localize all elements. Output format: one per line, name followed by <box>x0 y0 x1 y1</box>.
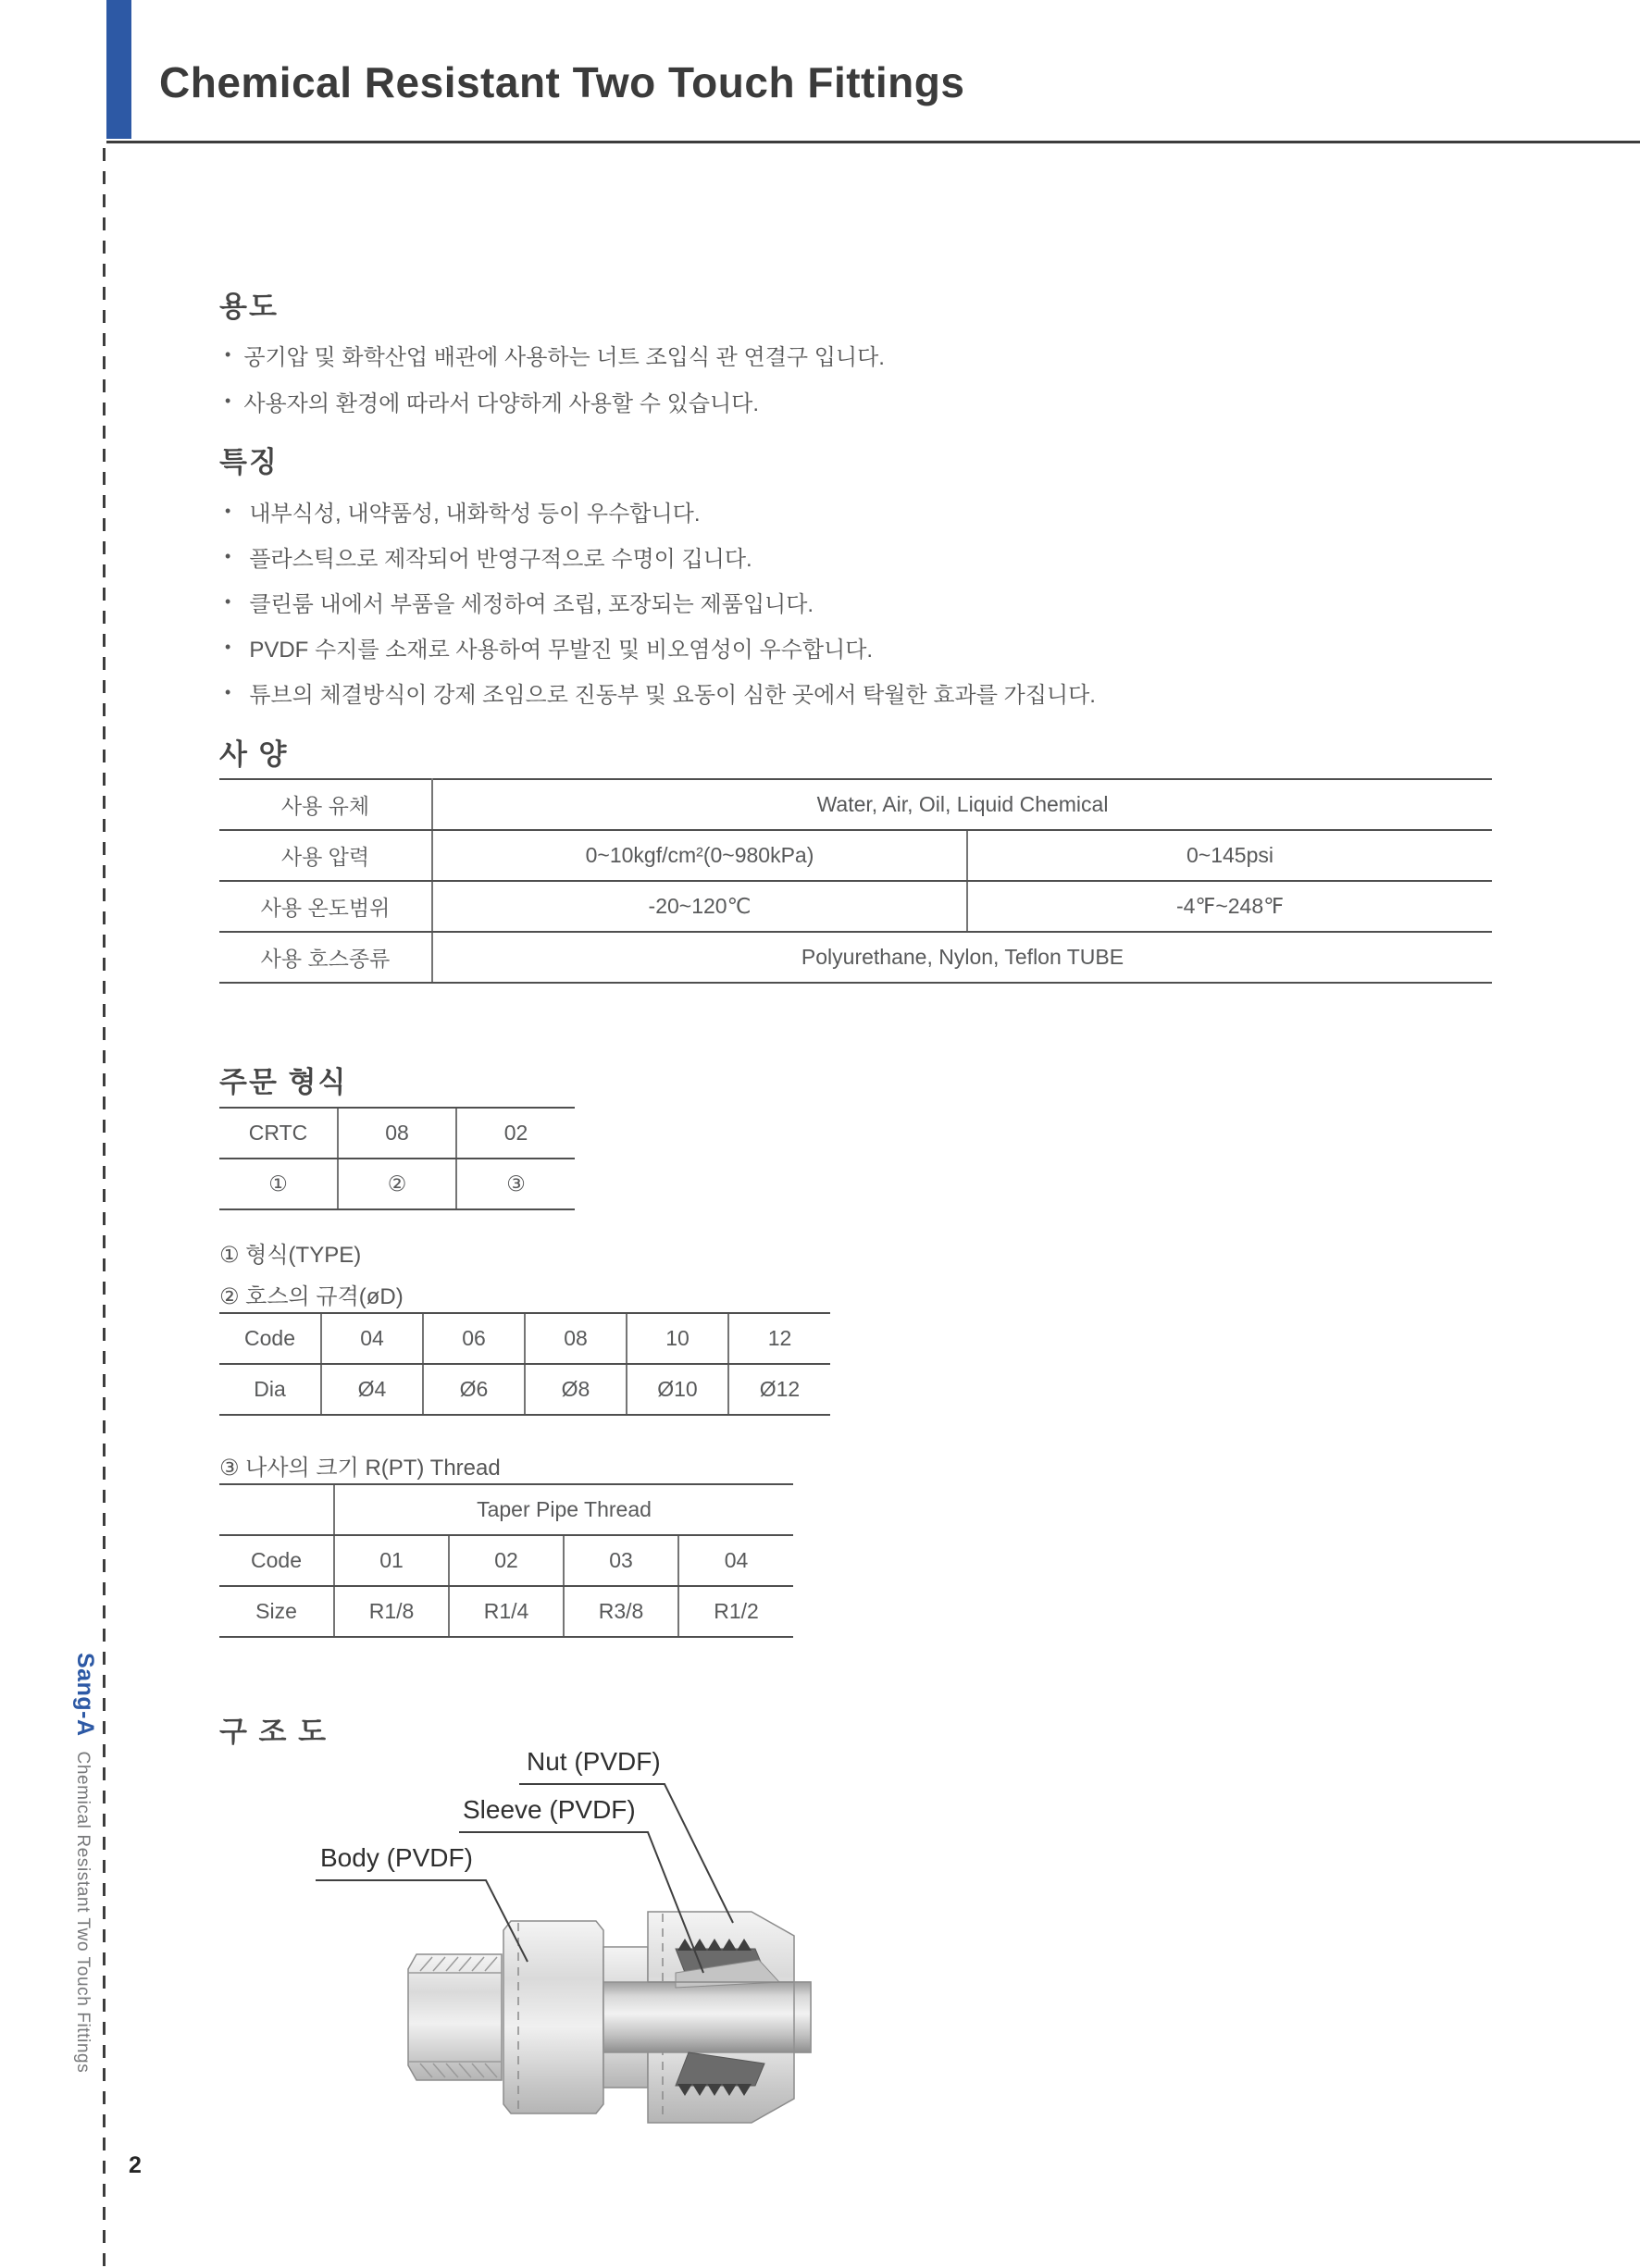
spec-label-pressure: 사용 압력 <box>219 830 432 881</box>
hose-dia: Ø4 <box>321 1364 423 1415</box>
spec-value-pressure-metric: 0~10kgf/cm²(0~980kPa) <box>432 830 967 881</box>
list-item-text: 튜브의 체결방식이 강제 조임으로 진동부 및 요동이 심한 곳에서 탁월한 효과를 가집니다. <box>249 683 1096 708</box>
hose-code-label: Code <box>219 1313 321 1364</box>
spec-value-hose: Polyurethane, Nylon, Teflon TUBE <box>432 932 1492 983</box>
thread-size-label: Size <box>219 1586 334 1637</box>
usage-bullet-list <box>225 331 885 424</box>
table-row <box>219 1313 830 1364</box>
order-ref-1: ① <box>219 1159 338 1209</box>
hose-code: 12 <box>728 1313 830 1364</box>
sidebar-vertical-text <box>71 1653 98 2073</box>
nut-label: Nut (PVDF) <box>527 1747 661 1776</box>
accent-bar <box>106 0 131 139</box>
list-item <box>225 534 1096 579</box>
bullet-icon: • <box>225 683 231 701</box>
order-code-hose: 08 <box>338 1108 456 1159</box>
bullet-icon: • <box>225 390 231 410</box>
order-note-type: ① 형식(TYPE) <box>219 1243 362 1268</box>
body-label: Body (PVDF) <box>320 1843 473 1872</box>
order-note-thread: ③ 나사의 크기 R(PT) Thread <box>219 1456 501 1481</box>
hex-body-shape <box>503 1921 603 2113</box>
section-heading-usage: 용도 <box>219 291 279 323</box>
page-title: Chemical Resistant Two Touch Fittings <box>159 58 965 106</box>
hose-code: 10 <box>627 1313 728 1364</box>
bullet-icon: • <box>225 592 231 611</box>
hose-dia: Ø8 <box>525 1364 627 1415</box>
list-item-text: 클린룸 내에서 부품을 세정하여 조립, 포장되는 제품입니다. <box>249 592 814 617</box>
spec-value-temperature-metric: -20~120℃ <box>432 881 967 932</box>
thread-size: R1/2 <box>678 1586 793 1637</box>
inner-tube-shape <box>603 1982 811 2052</box>
thread-size: R1/4 <box>449 1586 564 1637</box>
list-item <box>225 579 1096 625</box>
table-row <box>219 1159 575 1209</box>
section-heading-features: 특징 <box>219 446 279 478</box>
hose-dia: Ø6 <box>423 1364 525 1415</box>
hose-size-table <box>219 1312 830 1416</box>
thread-code-label: Code <box>219 1535 334 1586</box>
thread-code: 01 <box>334 1535 449 1586</box>
section-heading-spec: 사 양 <box>219 738 289 771</box>
list-item-text: 내부식성, 내약품성, 내화학성 등이 우수합니다. <box>249 502 701 527</box>
spec-label-fluid: 사용 유체 <box>219 779 432 830</box>
list-item-text: 플라스틱으로 제작되어 반영구적으로 수명이 깁니다. <box>249 547 752 572</box>
section-heading-order: 주문 형식 <box>219 1066 348 1098</box>
table-row <box>219 1364 830 1415</box>
list-item <box>225 625 1096 670</box>
body-leader-line <box>316 1880 528 1962</box>
order-ref-3: ③ <box>456 1159 575 1209</box>
bullet-icon: • <box>225 502 231 520</box>
order-code-table <box>219 1107 575 1210</box>
table-row <box>219 830 1492 881</box>
spec-table <box>219 778 1492 984</box>
table-row <box>219 1586 793 1637</box>
list-item-text: PVDF 수지를 소재로 사용하여 무발진 및 비오염성이 우수합니다. <box>249 638 874 663</box>
hose-code: 04 <box>321 1313 423 1364</box>
list-item <box>225 670 1096 715</box>
thread-size: R3/8 <box>564 1586 678 1637</box>
spec-label-hose: 사용 호스종류 <box>219 932 432 983</box>
sidebar-subtitle: Chemical Resistant Two Touch Fittings <box>73 1751 93 2074</box>
table-row <box>219 1484 793 1535</box>
page-number: 2 <box>129 2152 142 2178</box>
title-divider <box>106 141 1640 143</box>
order-code-type: CRTC <box>219 1108 338 1159</box>
hose-dia: Ø10 <box>627 1364 728 1415</box>
thread-code: 02 <box>449 1535 564 1586</box>
threaded-end-shape <box>408 1954 502 2080</box>
thread-size-table <box>219 1483 793 1638</box>
table-row <box>219 881 1492 932</box>
spec-value-pressure-imperial: 0~145psi <box>967 830 1492 881</box>
table-row <box>219 1108 575 1159</box>
features-bullet-list <box>225 489 1096 715</box>
bullet-icon: • <box>225 638 231 656</box>
bullet-icon: • <box>225 344 231 364</box>
order-code-thread: 02 <box>456 1108 575 1159</box>
hose-dia: Ø12 <box>728 1364 830 1415</box>
table-row <box>219 932 1492 983</box>
list-item-text: 사용자의 환경에 따라서 다양하게 사용할 수 있습니다. <box>243 390 760 416</box>
order-note-hose: ② 호스의 규격(øD) <box>219 1284 404 1309</box>
sleeve-label: Sleeve (PVDF) <box>463 1795 636 1824</box>
list-item <box>225 378 885 424</box>
brand-logo-text: Sang-A <box>72 1653 98 1737</box>
list-item <box>225 331 885 378</box>
list-item <box>225 489 1096 534</box>
spec-value-temperature-imperial: -4℉~248℉ <box>967 881 1492 932</box>
hose-code: 06 <box>423 1313 525 1364</box>
thread-size: R1/8 <box>334 1586 449 1637</box>
thread-header: Taper Pipe Thread <box>334 1484 793 1535</box>
spec-label-temperature: 사용 온도범위 <box>219 881 432 932</box>
table-row <box>219 1535 793 1586</box>
bullet-icon: • <box>225 547 231 565</box>
order-ref-2: ② <box>338 1159 456 1209</box>
section-heading-structure: 구 조 도 <box>219 1716 329 1748</box>
table-row <box>219 779 1492 830</box>
thread-corner-cell <box>219 1484 334 1535</box>
thread-code: 03 <box>564 1535 678 1586</box>
hose-dia-label: Dia <box>219 1364 321 1415</box>
tube-outlet-shape <box>794 1982 811 2052</box>
hose-code: 08 <box>525 1313 627 1364</box>
list-item-text: 공기압 및 화학산업 배관에 사용하는 너트 조입식 관 연결구 입니다. <box>243 344 885 370</box>
thread-code: 04 <box>678 1535 793 1586</box>
left-dashed-rule <box>103 148 106 2268</box>
spec-value-fluid: Water, Air, Oil, Liquid Chemical <box>432 779 1492 830</box>
